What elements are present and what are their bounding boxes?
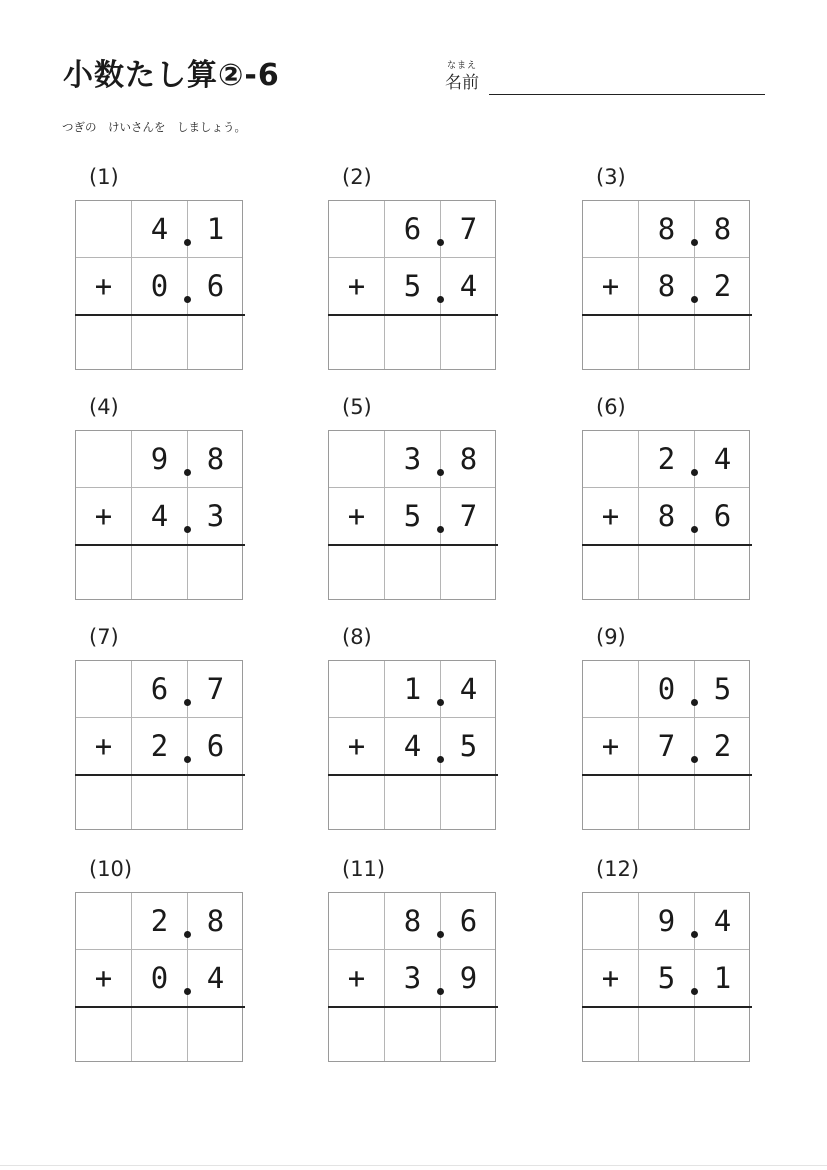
answer-tens-cell[interactable] — [329, 1007, 384, 1063]
top-ones-digit: 3 — [403, 442, 422, 476]
top-tenths-digit: 4 — [713, 442, 732, 476]
answer-tens-cell[interactable] — [76, 315, 131, 371]
bottom-tenths-digit: 5 — [459, 729, 478, 763]
answer-tens-cell[interactable] — [76, 775, 131, 831]
problem-5 — [328, 395, 498, 605]
decimal-point — [184, 526, 191, 533]
bottom-tenths-digit: 6 — [206, 729, 225, 763]
answer-tenths-cell[interactable] — [188, 545, 243, 601]
plus-operator: + — [347, 729, 366, 763]
answer-ones-cell[interactable] — [132, 1007, 187, 1063]
top-tenths-digit: 8 — [206, 904, 225, 938]
answer-tenths-cell[interactable] — [695, 545, 750, 601]
decimal-point — [437, 988, 444, 995]
bottom-tenths-digit: 7 — [459, 499, 478, 533]
bottom-ones-digit: 5 — [403, 499, 422, 533]
problem-7 — [75, 625, 245, 835]
decimal-point — [437, 526, 444, 533]
problem-3 — [582, 165, 752, 375]
problem-number: (2) — [342, 165, 372, 189]
decimal-point — [691, 469, 698, 476]
answer-ones-cell[interactable] — [385, 775, 440, 831]
bottom-tenths-digit: 6 — [206, 269, 225, 303]
calculation-grid — [75, 660, 243, 830]
problem-number: (8) — [342, 625, 372, 649]
decimal-point — [691, 296, 698, 303]
decimal-point — [437, 239, 444, 246]
top-ones-digit: 8 — [657, 212, 676, 246]
calculation-grid — [328, 200, 496, 370]
problem-8 — [328, 625, 498, 835]
answer-tens-cell[interactable] — [76, 1007, 131, 1063]
decimal-point — [437, 469, 444, 476]
answer-tens-cell[interactable] — [583, 315, 638, 371]
decimal-point — [184, 699, 191, 706]
bottom-ones-digit: 3 — [403, 961, 422, 995]
plus-operator: + — [94, 729, 113, 763]
top-ones-digit: 6 — [403, 212, 422, 246]
decimal-point — [691, 239, 698, 246]
problem-9 — [582, 625, 752, 835]
answer-tenths-cell[interactable] — [441, 315, 496, 371]
top-tenths-digit: 5 — [713, 672, 732, 706]
bottom-ones-digit: 4 — [150, 499, 169, 533]
problem-number: (3) — [596, 165, 626, 189]
bottom-tenths-digit: 2 — [713, 729, 732, 763]
calculation-grid — [582, 660, 750, 830]
answer-tenths-cell[interactable] — [695, 775, 750, 831]
bottom-tenths-digit: 2 — [713, 269, 732, 303]
bottom-ones-digit: 7 — [657, 729, 676, 763]
top-ones-digit: 0 — [657, 672, 676, 706]
answer-tens-cell[interactable] — [583, 545, 638, 601]
top-tenths-digit: 4 — [713, 904, 732, 938]
plus-operator: + — [94, 269, 113, 303]
bottom-tenths-digit: 3 — [206, 499, 225, 533]
calculation-grid — [582, 200, 750, 370]
calculation-grid — [328, 430, 496, 600]
bottom-ones-digit: 5 — [657, 961, 676, 995]
answer-ones-cell[interactable] — [639, 545, 694, 601]
answer-tens-cell[interactable] — [329, 545, 384, 601]
answer-tenths-cell[interactable] — [441, 545, 496, 601]
bottom-ones-digit: 2 — [150, 729, 169, 763]
top-tenths-digit: 6 — [459, 904, 478, 938]
top-tenths-digit: 4 — [459, 672, 478, 706]
bottom-ones-digit: 0 — [150, 269, 169, 303]
name-field — [445, 58, 765, 98]
answer-ones-cell[interactable] — [385, 1007, 440, 1063]
calculation-grid — [328, 660, 496, 830]
answer-tenths-cell[interactable] — [441, 1007, 496, 1063]
decimal-point — [184, 239, 191, 246]
top-ones-digit: 4 — [150, 212, 169, 246]
plus-operator: + — [347, 499, 366, 533]
bottom-ones-digit: 8 — [657, 269, 676, 303]
calculation-grid — [328, 892, 496, 1062]
answer-tenths-cell[interactable] — [441, 775, 496, 831]
decimal-point — [437, 756, 444, 763]
answer-ones-cell[interactable] — [385, 315, 440, 371]
answer-tens-cell[interactable] — [329, 315, 384, 371]
plus-operator: + — [601, 961, 620, 995]
calculation-grid — [582, 430, 750, 600]
top-ones-digit: 1 — [403, 672, 422, 706]
name-label: 名前 — [445, 73, 479, 93]
answer-ones-cell[interactable] — [385, 545, 440, 601]
answer-ones-cell[interactable] — [639, 775, 694, 831]
problem-number: (6) — [596, 395, 626, 419]
top-tenths-digit: 7 — [206, 672, 225, 706]
bottom-ones-digit: 4 — [403, 729, 422, 763]
top-ones-digit: 9 — [657, 904, 676, 938]
name-ruby: なまえ — [447, 61, 478, 71]
problem-number: (7) — [89, 625, 119, 649]
decimal-point — [437, 931, 444, 938]
problem-11 — [328, 857, 498, 1067]
problem-1 — [75, 165, 245, 375]
top-tenths-digit: 8 — [206, 442, 225, 476]
bottom-tenths-digit: 6 — [713, 499, 732, 533]
plus-operator: + — [601, 729, 620, 763]
answer-tenths-cell[interactable] — [695, 1007, 750, 1063]
bottom-ones-digit: 8 — [657, 499, 676, 533]
decimal-point — [184, 296, 191, 303]
decimal-point — [184, 756, 191, 763]
top-tenths-digit: 7 — [459, 212, 478, 246]
problem-number: (10) — [89, 857, 133, 881]
decimal-point — [437, 296, 444, 303]
top-ones-digit: 2 — [150, 904, 169, 938]
problem-number: (11) — [342, 857, 386, 881]
bottom-tenths-digit: 1 — [713, 961, 732, 995]
answer-tenths-cell[interactable] — [188, 775, 243, 831]
problem-number: (1) — [89, 165, 119, 189]
answer-tens-cell[interactable] — [583, 1007, 638, 1063]
problem-number: (5) — [342, 395, 372, 419]
answer-ones-cell[interactable] — [639, 1007, 694, 1063]
decimal-point — [691, 756, 698, 763]
answer-ones-cell[interactable] — [132, 315, 187, 371]
calculation-grid — [75, 430, 243, 600]
answer-tenths-cell[interactable] — [695, 315, 750, 371]
top-tenths-digit: 8 — [713, 212, 732, 246]
bottom-tenths-digit: 4 — [459, 269, 478, 303]
top-tenths-digit: 1 — [206, 212, 225, 246]
page-edge — [0, 1165, 827, 1166]
bottom-ones-digit: 5 — [403, 269, 422, 303]
worksheet-title: 小数たし算②-6 — [63, 58, 280, 93]
decimal-point — [691, 699, 698, 706]
top-ones-digit: 9 — [150, 442, 169, 476]
bottom-tenths-digit: 9 — [459, 961, 478, 995]
problem-2 — [328, 165, 498, 375]
calculation-grid — [75, 892, 243, 1062]
problem-12 — [582, 857, 752, 1067]
problem-6 — [582, 395, 752, 605]
answer-ones-cell[interactable] — [132, 775, 187, 831]
plus-operator: + — [601, 499, 620, 533]
decimal-point — [184, 469, 191, 476]
plus-operator: + — [347, 269, 366, 303]
top-tenths-digit: 8 — [459, 442, 478, 476]
plus-operator: + — [601, 269, 620, 303]
decimal-point — [437, 699, 444, 706]
problem-10 — [75, 857, 245, 1067]
problem-number: (12) — [596, 857, 640, 881]
calculation-grid — [582, 892, 750, 1062]
decimal-point — [691, 526, 698, 533]
decimal-point — [184, 988, 191, 995]
decimal-point — [691, 988, 698, 995]
plus-operator: + — [94, 499, 113, 533]
problem-4 — [75, 395, 245, 605]
name-write-line[interactable] — [489, 94, 765, 95]
plus-operator: + — [94, 961, 113, 995]
bottom-tenths-digit: 4 — [206, 961, 225, 995]
decimal-point — [691, 931, 698, 938]
answer-ones-cell[interactable] — [132, 545, 187, 601]
answer-tens-cell[interactable] — [583, 775, 638, 831]
answer-tenths-cell[interactable] — [188, 315, 243, 371]
decimal-point — [184, 931, 191, 938]
answer-tens-cell[interactable] — [329, 775, 384, 831]
answer-tenths-cell[interactable] — [188, 1007, 243, 1063]
answer-ones-cell[interactable] — [639, 315, 694, 371]
top-ones-digit: 6 — [150, 672, 169, 706]
plus-operator: + — [347, 961, 366, 995]
problem-number: (9) — [596, 625, 626, 649]
problem-number: (4) — [89, 395, 119, 419]
answer-tens-cell[interactable] — [76, 545, 131, 601]
top-ones-digit: 2 — [657, 442, 676, 476]
bottom-ones-digit: 0 — [150, 961, 169, 995]
calculation-grid — [75, 200, 243, 370]
instruction-text: つぎの けいさんを しましょう。 — [62, 120, 246, 134]
top-ones-digit: 8 — [403, 904, 422, 938]
